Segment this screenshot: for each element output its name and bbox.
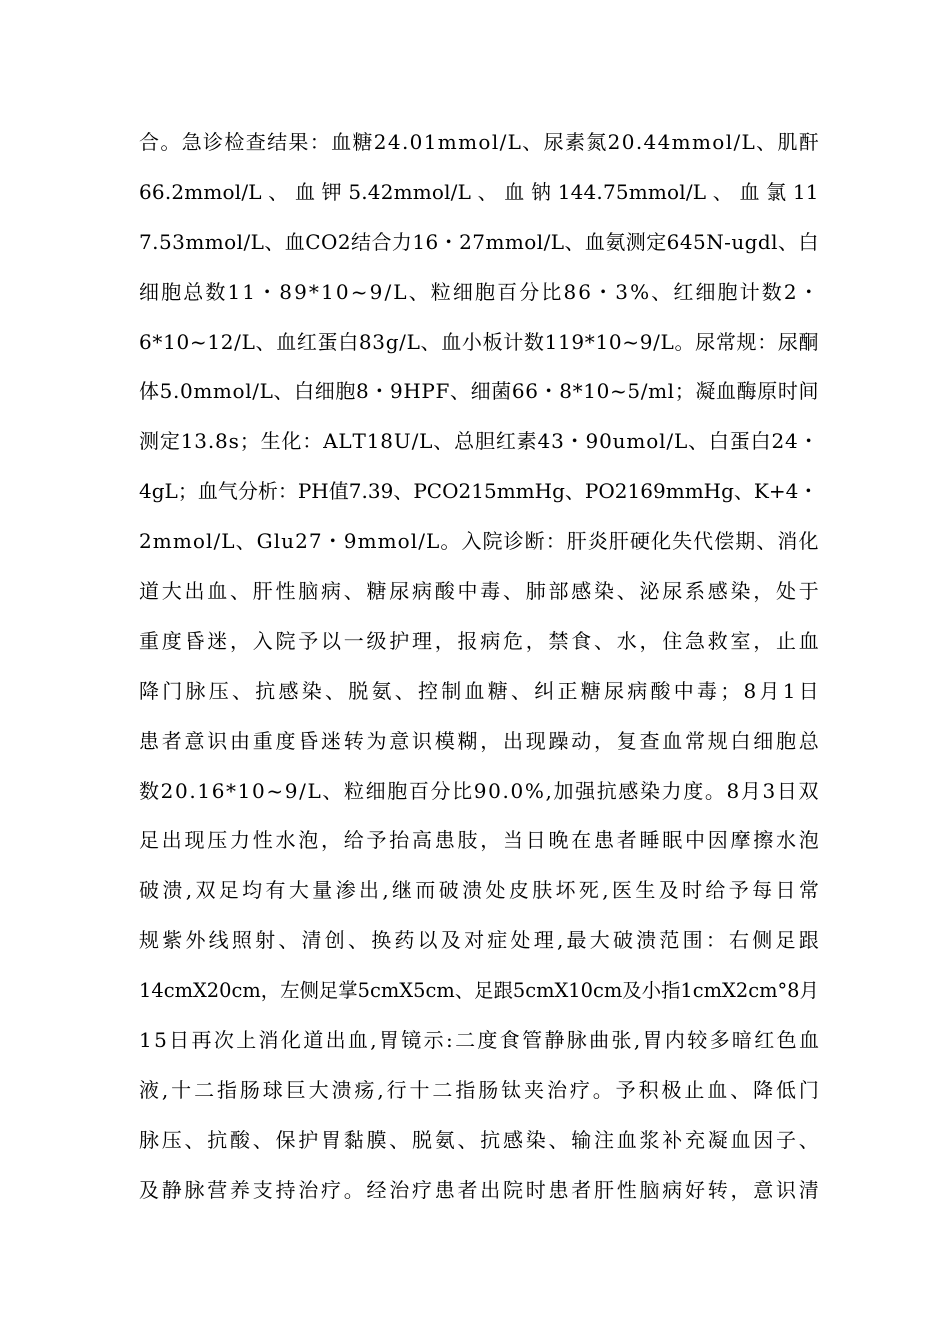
text-line: 细 胞 总 数 1 1 ・ 8 9 * 1 0 ~ 9 / L 、 粒 细 胞 百 分 比 8 6 ・ 3 % 、 红 细 胞 计 数 2 ・ xyxy=(139,279,819,304)
text-line: 合 。 急 诊 检 查 结 果 ： 血 糖 2 4 . 0 1 m m o l / L 、 尿 素 氮 2 0 . 4 4 m m o l / L 、 肌 酐 xyxy=(139,130,819,154)
text-line: 6 6 . 2 m m o l / L 、 血 钾 5 . 4 2 m m o l / L 、 血 钠 1 4 4 . 7 5 m m o l / L 、 血 氯 1 1 xyxy=(139,179,819,204)
text-line: 6 * 1 0 ~ 1 2 / L 、 血 红 蛋 白 8 3 g / L 、 血 小 板 计 数 1 1 9 * 1 0 ~ 9 / L 。 尿 常 规 ： 尿 酮 xyxy=(139,329,819,354)
body-text xyxy=(139,118,819,1216)
text-line: 规 紫 外 线 照 射 、 清 创 、 换 药 以 及 对 症 处 理 , 最 大 破 溃 范 围 ： 右 侧 足 跟 xyxy=(139,928,819,953)
text-line: 测 定 1 3 . 8 s ； 生 化 ： A L T 1 8 U / L 、 总 胆 红 素 4 3 ・ 9 0 u m o l / L 、 白 蛋 白 2 4 ・ xyxy=(139,429,819,454)
text-line: 7 . 5 3 m m o l / L 、 血 C O 2 结 合 力 1 6 ・ 2 7 m m o l / L 、 血 氨 测 定 6 4 5 N - u g d l 、 白 xyxy=(139,229,819,254)
text-line: 体 5 . 0 m m o l / L 、 白 细 胞 8 ・ 9 H P F 、 细 菌 6 6 ・ 8 * 1 0 ~ 5 / m l ； 凝 血 酶 原 时 间 xyxy=(139,379,819,404)
text-line: 患 者 意 识 由 重 度 昏 迷 转 为 意 识 模 糊 ， 出 现 躁 动 ， 复 查 血 常 规 白 细 胞 总 xyxy=(139,728,819,753)
text-line: 数 2 0 . 1 6 * 1 0 ~ 9 / L 、 粒 细 胞 百 分 比 9 0 . 0 % , 加 强 抗 感 染 力 度 。 8 月 3 日 双 xyxy=(139,778,819,803)
text-line: 脉 压 、 抗 酸 、 保 护 胃 黏 膜 、 脱 氨 、 抗 感 染 、 输 注 血 浆 补 充 凝 血 因 子 、 xyxy=(139,1127,819,1152)
text-line: 降 门 脉 压 、 抗 感 染 、 脱 氨 、 控 制 血 糖 、 纠 正 糖 尿 病 酸 中 毒 ； 8 月 1 日 xyxy=(139,678,819,703)
text-line: 2 m m o l / L 、 G l u 2 7 ・ 9 m m o l / L 。 入 院 诊 断 ： 肝 炎 肝 硬 化 失 代 偿 期 、 消 化 xyxy=(139,529,819,554)
text-line: 液 , 十 二 指 肠 球 巨 大 溃 疡 , 行 十 二 指 肠 钛 夹 治 疗 。 予 积 极 止 血 、 降 低 门 xyxy=(139,1077,819,1102)
text-line: 1 4 c m X 2 0 c m ， 左 侧 足 掌 5 c m X 5 c m 、 足 跟 5 c m X 1 0 c m 及 小 指 1 c m X 2 c m ° 8 月 xyxy=(139,979,819,1003)
text-line: 4 g L ； 血 气 分 析 ： P H 值 7 . 3 9 、 P C O 2 1 5 m m H g 、 P O 2 1 6 9 m m H g 、 K + 4 ・ xyxy=(139,479,819,504)
text-line: 及 静 脉 营 养 支 持 治 疗 。 经 治 疗 患 者 出 院 时 患 者 肝 性 脑 病 好 转 ， 意 识 清 xyxy=(139,1177,819,1202)
text-line: 重 度 昏 迷 ， 入 院 予 以 一 级 护 理 ， 报 病 危 ， 禁 食 、 水 ， 住 急 救 室 ， 止 血 xyxy=(139,628,819,653)
text-line: 破 溃 , 双 足 均 有 大 量 渗 出 , 继 而 破 溃 处 皮 肤 坏 死 , 医 生 及 时 给 予 每 日 常 xyxy=(139,878,819,903)
text-line: 1 5 日 再 次 上 消 化 道 出 血 , 胃 镜 示 : 二 度 食 管 静 脉 曲 张 , 胃 内 较 多 暗 红 色 血 xyxy=(139,1028,819,1053)
text-line: 道 大 出 血 、 肝 性 脑 病 、 糖 尿 病 酸 中 毒 、 肺 部 感 染 、 泌 尿 系 感 染 ， 处 于 xyxy=(139,579,819,604)
text-line: 足 出 现 压 力 性 水 泡 ， 给 予 抬 高 患 肢 ， 当 日 晚 在 患 者 睡 眠 中 因 摩 擦 水 泡 xyxy=(139,828,819,853)
